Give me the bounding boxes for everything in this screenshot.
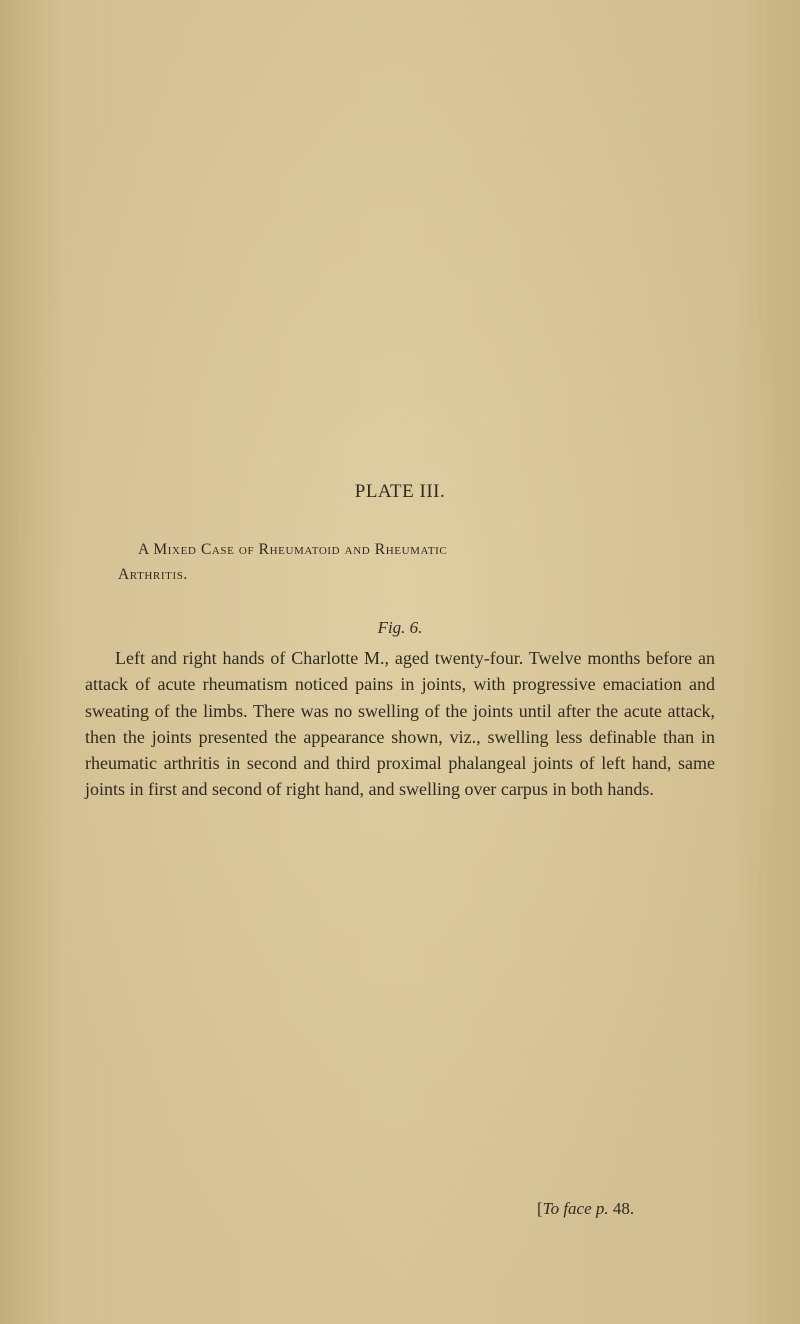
figure-label: Fig. 6. bbox=[377, 618, 423, 637]
facing-bracket: [ bbox=[537, 1199, 543, 1218]
facing-page-note bbox=[537, 1199, 634, 1219]
plate-caption bbox=[108, 537, 708, 587]
plate-title: PLATE III. bbox=[354, 481, 446, 502]
caption-line-1: A Mixed Case of Rheumatoid and Rheumatic bbox=[138, 541, 448, 558]
facing-page-number: 48. bbox=[612, 1199, 635, 1218]
facing-text: To face p. bbox=[542, 1199, 609, 1218]
caption-line-2: Arthritis. bbox=[118, 566, 188, 583]
figure-description: Left and right hands of Charlotte M., aged twenty-four. Twelve months before an attack of acute rheumatism noticed pains in joints, with progressive emaciation and sweating of the limbs. There was no swelling of the joints until after the acute attack, then the joints presented the appearance shown, viz., swelling less definable than in rheumatic arthritis in second and third proximal phalangeal joints of left hand, same joints in first and second of right hand, and swelling over carpus in both hands. bbox=[85, 648, 715, 800]
